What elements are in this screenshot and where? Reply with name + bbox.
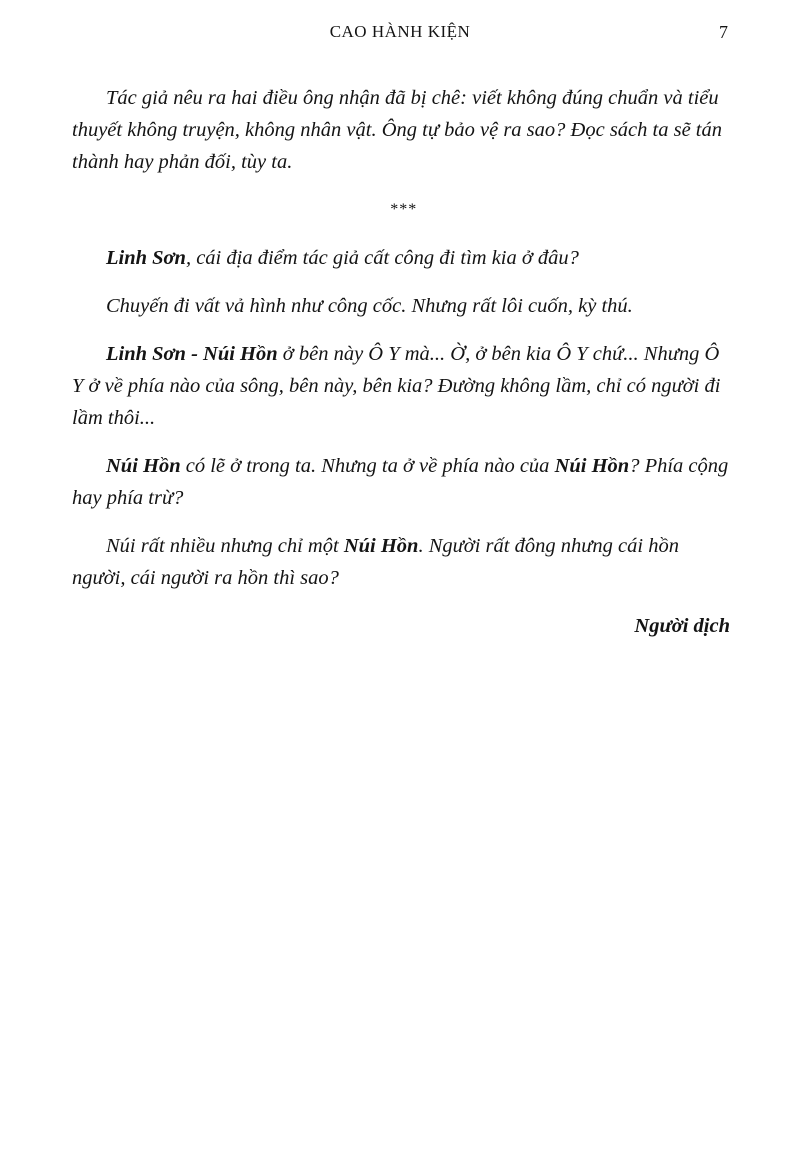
- paragraph-o-y: [72, 338, 734, 434]
- section-separator: ***: [389, 201, 417, 218]
- paragraph-nui-hon-mid: có lẽ ở trong ta. Nhưng ta ở về phía nào của: [180, 455, 555, 477]
- paragraph-intro-text: Tác giả nêu ra hai điều ông nhận đã bị chê: viết không đúng chuẩn và tiểu thuyết không truyện, không nhân vật. Ông tự bảo vệ ra sao? Đọc sách ta sẽ tán thành hay phản đối, tùy ta.: [72, 87, 722, 173]
- term-nui-hon-3: Núi Hồn: [343, 535, 419, 557]
- book-title: CAO HÀNH KIỆN: [329, 22, 471, 41]
- paragraph-nui-hon: [72, 450, 734, 514]
- paragraph-journey-text: Chuyến đi vất vả hình như công cốc. Nhưng rất lôi cuốn, kỳ thú.: [106, 295, 633, 317]
- paragraph-journey: [72, 290, 734, 322]
- page-number: 7: [719, 22, 728, 42]
- term-nui-hon: Núi Hồn: [106, 455, 181, 477]
- translator-signature: Người dịch: [634, 615, 730, 637]
- paragraph-closing-start: Núi rất nhiều nhưng chỉ một: [106, 535, 344, 557]
- paragraph-nui-hon-rest: ? Phía cộng hay phía trừ?: [72, 455, 729, 509]
- paragraph-closing: [72, 530, 734, 594]
- page-body: [72, 82, 734, 642]
- paragraph-question-text: , cái địa điểm tác giả cất công đi tìm kia ở đâu?: [185, 247, 579, 269]
- paragraph-closing-rest: . Người rất đông nhưng cái hồn người, cái người ra hồn thì sao?: [72, 535, 679, 589]
- running-head: [0, 22, 800, 48]
- paragraph-question: [72, 242, 734, 274]
- paragraph-o-y-text: ở bên này Ô Y mà... Ờ, ở bên kia Ô Y chứ... Nhưng Ô Y ở về phía nào của sông, bên này, bên kia? Đường không lầm, chỉ có người đi lầm thôi...: [72, 343, 721, 429]
- paragraph-intro: [72, 82, 734, 178]
- term-linh-son: Linh Sơn: [106, 247, 186, 269]
- term-linh-son-nui-hon: Linh Sơn - Núi Hồn: [106, 343, 278, 365]
- term-nui-hon-2: Núi Hồn: [554, 455, 630, 477]
